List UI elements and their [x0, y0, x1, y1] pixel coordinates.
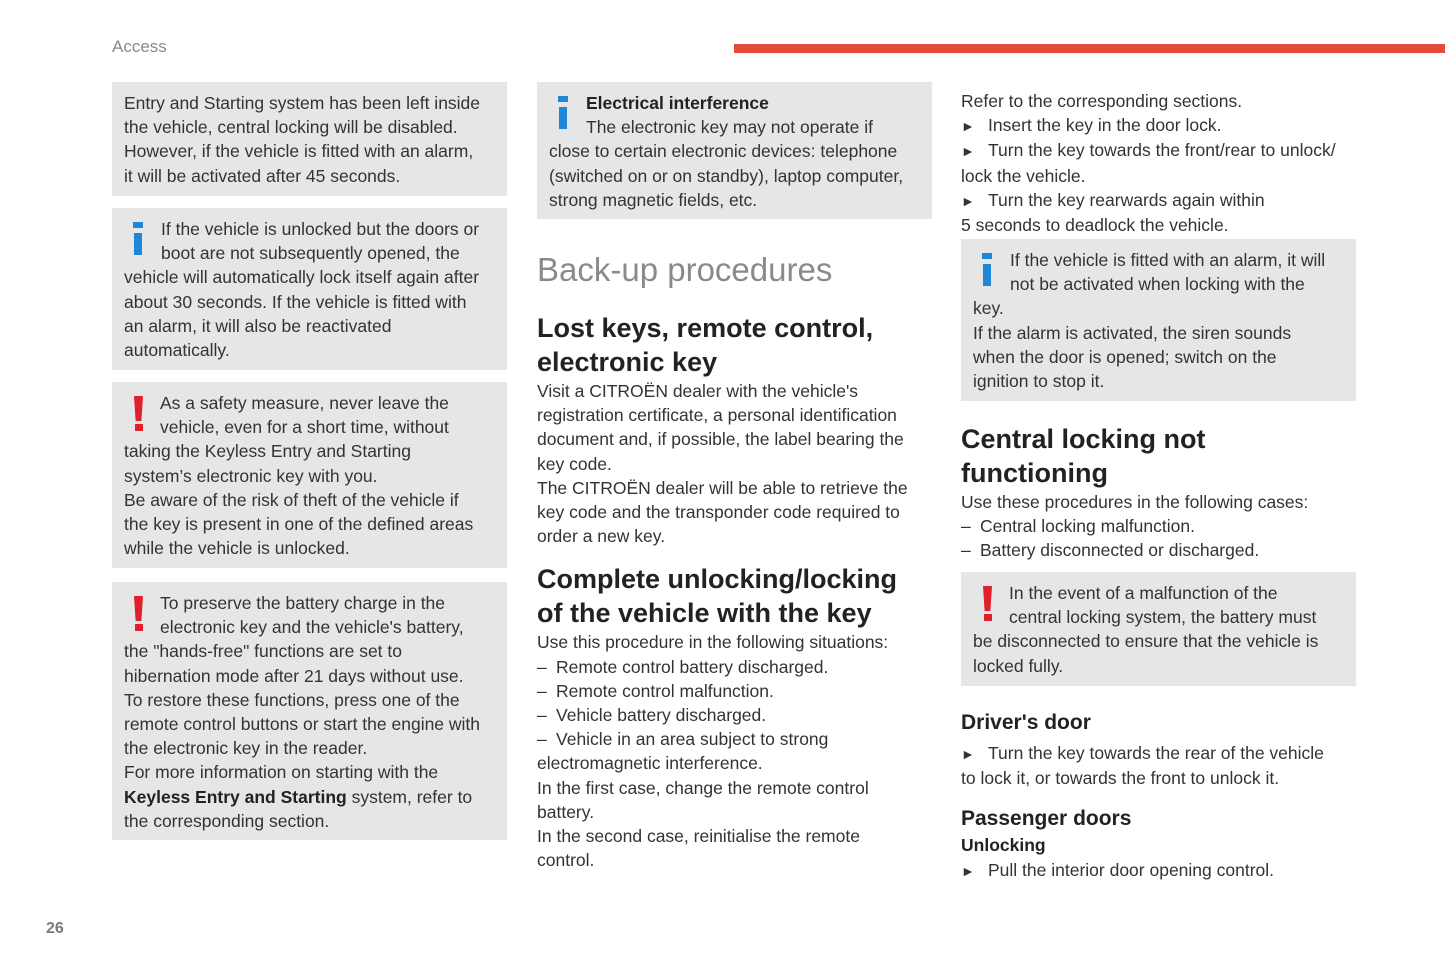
info-box-alarm: [961, 239, 1356, 401]
text-line: If the vehicle is unlocked but the doors or: [161, 219, 480, 239]
section-label: Access: [112, 37, 167, 56]
text-line: it will be activated after 45 seconds.: [124, 165, 401, 186]
text-line: Entry and Starting system has been left inside: [124, 93, 481, 113]
text-line: an alarm, it will also be reactivated: [124, 315, 392, 336]
subsection-title: Driver's door: [961, 711, 1091, 734]
keyword: Keyless Entry and Starting: [124, 786, 347, 807]
warning-icon: [132, 396, 146, 432]
page-title: Back-up procedures: [537, 251, 833, 288]
arrow-icon: ►: [961, 118, 975, 135]
middle-column: [537, 250, 937, 872]
step-item: ► Insert the key in the door lock.: [961, 113, 1361, 138]
text-line: 5 seconds to deadlock the vehicle.: [961, 215, 1229, 236]
accent-bar: [734, 44, 1445, 53]
text-line: the electronic key in the reader.: [124, 738, 368, 759]
text-line: For more information on starting with the: [124, 762, 439, 783]
subsection-title: Passenger doors: [961, 807, 1132, 831]
text-line: remote control buttons or start the engine with: [124, 714, 481, 735]
warning-box-central: [961, 572, 1356, 686]
text-line: the vehicle, central locking will be disabled.: [124, 117, 458, 138]
text-line: not be activated when locking with the: [1010, 274, 1305, 295]
text-line: If the vehicle is fitted with an alarm, it will: [1010, 250, 1326, 270]
text-line: the "hands-free" functions are set to: [124, 641, 403, 662]
text-line: Use these procedures in the following cases:: [961, 492, 1309, 512]
info-icon: [133, 222, 145, 258]
text-line: Be aware of the risk of theft of the vehicle if: [124, 489, 459, 510]
text-line: to lock it, or towards the front to unlock it.: [961, 768, 1280, 789]
arrow-icon: ►: [961, 143, 975, 160]
list-item: – Remote control battery discharged.: [537, 656, 829, 677]
text-line: (switched on or on standby), laptop computer,: [549, 165, 904, 186]
text-line: The electronic key may not operate if: [586, 117, 873, 138]
step-item: ► Turn the key towards the front/rear to unlock/: [961, 138, 1361, 163]
text-line: To restore these functions, press one of the: [124, 689, 460, 710]
text-line: while the vehicle is unlocked.: [124, 538, 350, 559]
step-item: ► Turn the key towards the rear of the vehicle: [961, 741, 1361, 766]
text-line: vehicle, even for a short time, without: [160, 417, 449, 438]
text-line: lock the vehicle.: [961, 165, 1086, 186]
right-column-top: [961, 89, 1361, 237]
text-line: In the second case, reinitialise the remote: [537, 826, 860, 847]
section-title: functioning: [961, 458, 1108, 488]
text-line: locked fully.: [973, 655, 1064, 676]
list-item: – Vehicle in an area subject to strong: [537, 729, 829, 750]
text-line: However, if the vehicle is fitted with an alarm,: [124, 141, 474, 162]
list-item: – Remote control malfunction.: [537, 680, 774, 701]
list-item: – Central locking malfunction.: [961, 516, 1195, 537]
text-line: electromagnetic interference.: [537, 753, 763, 774]
arrow-icon: ►: [961, 192, 975, 209]
text-line: To preserve the battery charge in the: [160, 593, 446, 613]
arrow-icon: ►: [961, 862, 975, 879]
info-icon: [982, 253, 994, 289]
warning-icon: [981, 586, 995, 622]
text-line: hibernation mode after 21 days without use.: [124, 665, 464, 686]
warning-icon: [132, 596, 146, 632]
list-item: – Vehicle battery discharged.: [537, 705, 767, 726]
text-line: electronic key and the vehicle's battery,: [160, 617, 464, 638]
box-title: Electrical interference: [586, 93, 769, 113]
section-title: Central locking not: [961, 424, 1206, 454]
arrow-icon: ►: [961, 746, 975, 762]
warning-box-battery: [112, 582, 507, 840]
section-title: of the vehicle with the key: [537, 598, 872, 629]
text-line: document and, if possible, the label bearing the: [537, 429, 904, 450]
text-line: The CITROËN dealer will be able to retrieve the: [537, 477, 908, 498]
text-line: As a safety measure, never leave the: [160, 393, 449, 413]
text-line: when the door is opened; switch on the: [973, 346, 1277, 367]
text-line: Use this procedure in the following situations:: [537, 632, 889, 653]
text-line: If the alarm is activated, the siren sounds: [973, 322, 1292, 343]
text-line: close to certain electronic devices: telephone: [549, 141, 898, 162]
text-line: boot are not subsequently opened, the: [161, 243, 460, 264]
info-box-interference: [537, 82, 932, 219]
right-column-central: [961, 422, 1361, 563]
text-line: In the first case, change the remote control: [537, 777, 869, 798]
text-line: taking the Keyless Entry and Starting: [124, 441, 411, 462]
right-column-doors: [961, 709, 1361, 883]
section-title: Complete unlocking/locking: [537, 564, 898, 595]
text-line: Visit a CITROËN dealer with the vehicle's: [537, 381, 859, 401]
section-title: Lost keys, remote control,: [537, 313, 874, 343]
page-number: 26: [46, 920, 64, 937]
text-line: key.: [973, 298, 1004, 319]
text-line: order a new key.: [537, 526, 666, 547]
section-title: electronic key: [537, 347, 718, 377]
text-line: system’s electronic key with you.: [124, 465, 378, 486]
text-line: automatically.: [124, 340, 230, 361]
text-line: ignition to stop it.: [973, 371, 1105, 392]
text-line: about 30 seconds. If the vehicle is fitted with: [124, 291, 467, 312]
text-line: key code.: [537, 453, 612, 474]
text-line: the key is present in one of the defined areas: [124, 514, 474, 535]
info-box-autolock: [112, 208, 507, 370]
warning-box-safety: [112, 382, 507, 568]
text-line: battery.: [537, 801, 595, 822]
text-line: control.: [537, 850, 595, 871]
note-box-keyless: [112, 82, 507, 196]
text-line: strong magnetic fields, etc.: [549, 189, 758, 210]
text-line: key code and the transponder code required to: [537, 502, 900, 523]
minor-title: Unlocking: [961, 835, 1046, 856]
text-line: registration certificate, a personal identification: [537, 405, 897, 426]
text-line: vehicle will automatically lock itself again after: [124, 267, 480, 288]
text-line: Keyless Entry and Starting system, refer to: [124, 786, 473, 807]
text-line: Refer to the corresponding sections.: [961, 91, 1243, 111]
step-item: ► Turn the key rearwards again within: [961, 188, 1361, 213]
text-line: the corresponding section.: [124, 810, 330, 831]
text-line: central locking system, the battery must: [1009, 607, 1317, 628]
info-icon: [558, 96, 570, 132]
text-line: In the event of a malfunction of the: [1009, 583, 1278, 603]
list-item: – Battery disconnected or discharged.: [961, 540, 1260, 561]
step-item: ► Pull the interior door opening control.: [961, 858, 1361, 883]
text-line: be disconnected to ensure that the vehicle is: [973, 631, 1319, 652]
